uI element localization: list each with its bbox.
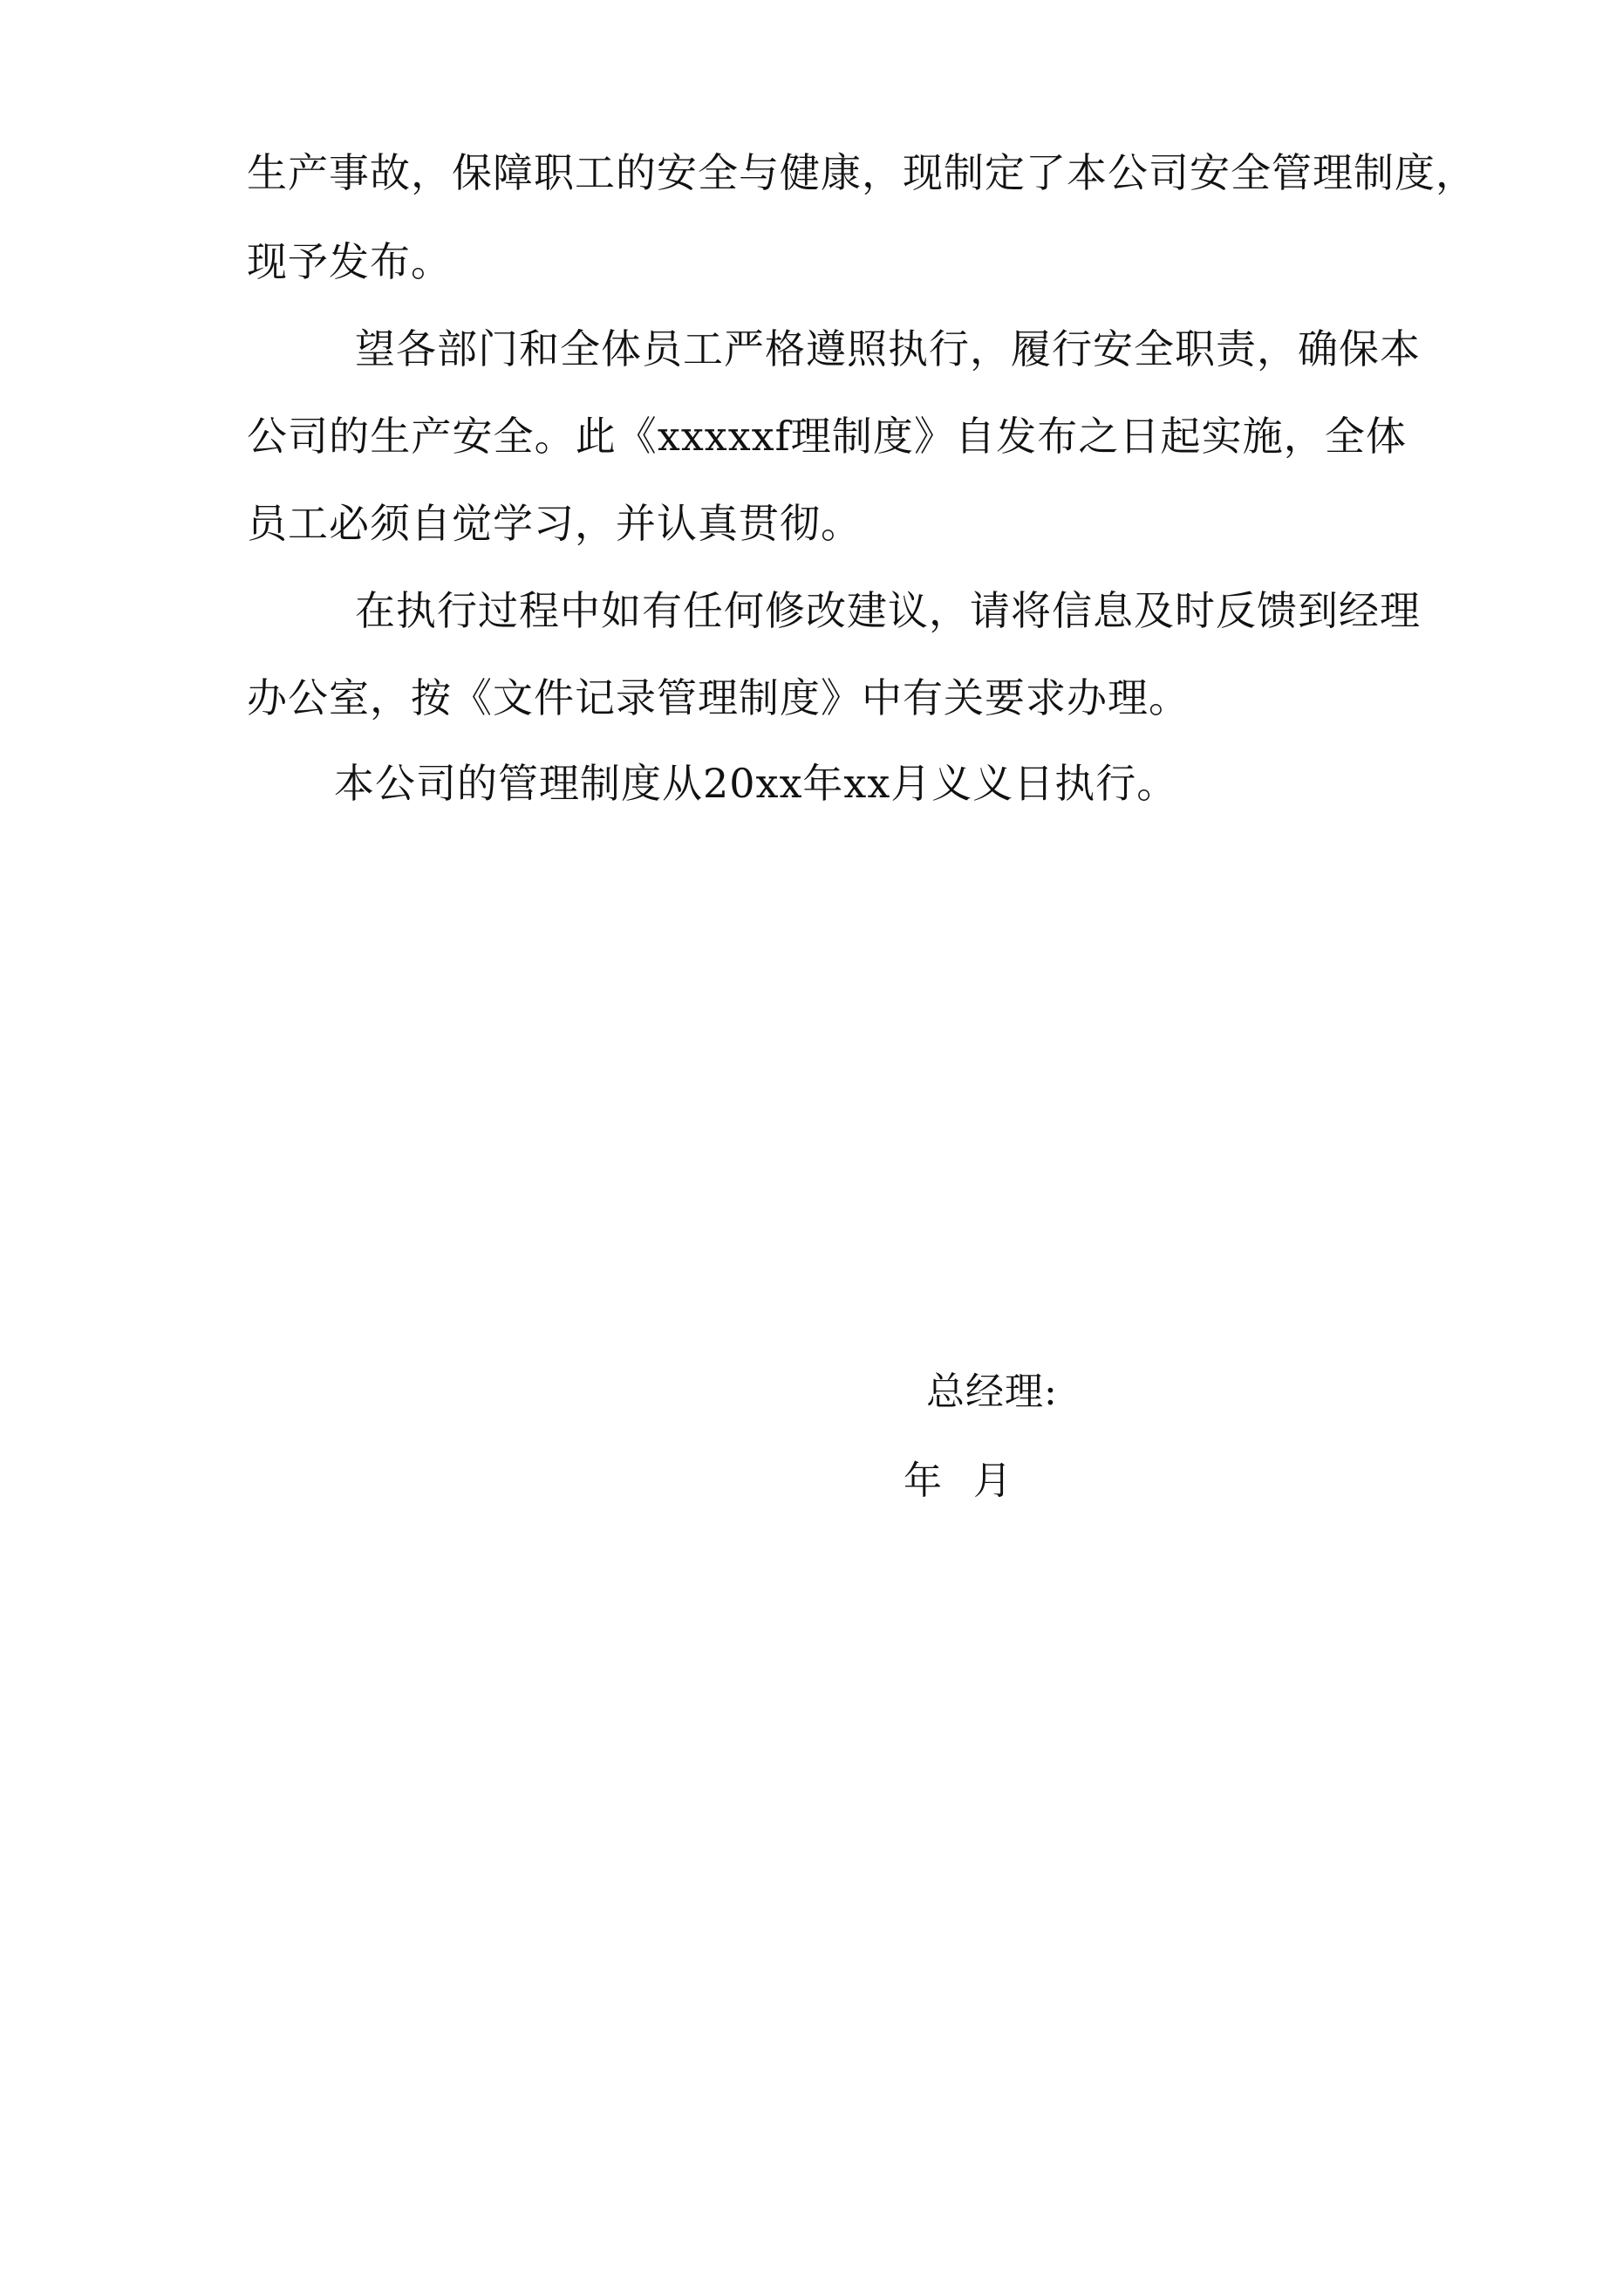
paragraph-1-line-1: 生产事故，保障职工的安全与健康，现制定了本公司安全管理制度， [247,149,1476,196]
paragraph-2-line-2: 公司的生产安全。此《xxxxxf理制度》自发布之日起实施，全体 [247,413,1407,460]
paragraph-4-line-1: 本公司的管理制度从20xx年xx月义义日执行。 [334,760,1178,807]
paragraph-3-line-2: 办公室，按《文件记录管理制度》中有关要求办理。 [247,674,1190,721]
signature-title: 总经理: [926,1370,1058,1414]
paragraph-1-line-2: 现予发布。 [247,238,452,285]
paragraph-2-line-1: 望各部门和全体员工严格遵照执行，履行安全职责，确保本 [355,325,1421,372]
paragraph-3-line-1: 在执行过程中如有任何修改建议，请将信息及时反馈到经理 [355,587,1421,634]
signature-date: 年 月 [904,1459,1013,1503]
paragraph-2-line-3: 员工必须自觉学习，并认真贯彻。 [247,500,862,547]
